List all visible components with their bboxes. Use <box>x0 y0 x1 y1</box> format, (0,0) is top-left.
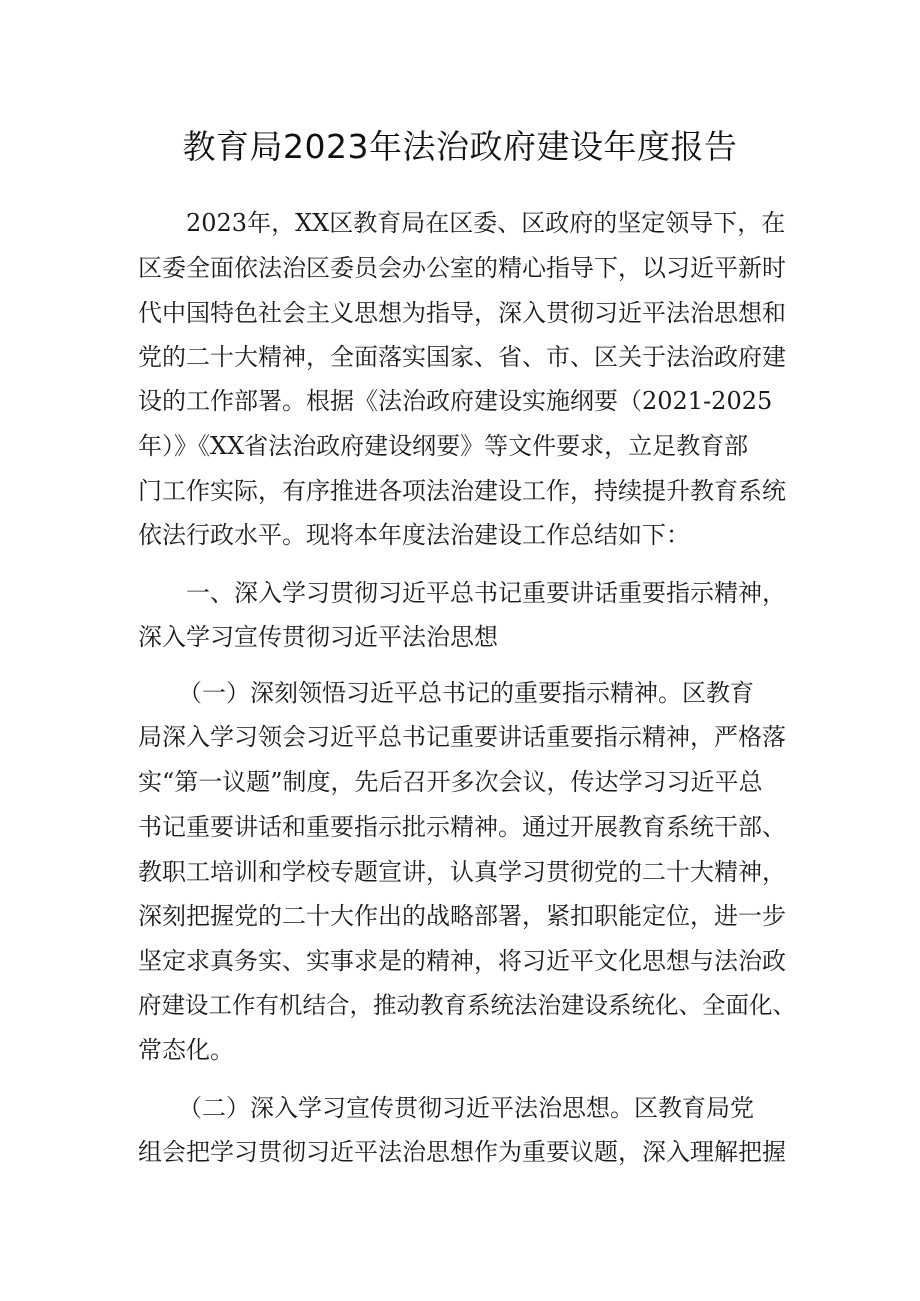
paragraph-2-line-6: 深刻把握党的二十大作出的战略部署，紧扣职能定位，进一步 <box>138 902 786 930</box>
paragraph-3-line-2: 组会把学习贯彻习近平法治思想作为重要议题，深入理解把握 <box>138 1138 786 1166</box>
paragraph-1-line-6: 年）》《XX省法治政府建设纲要》等文件要求，立足教育部 <box>138 432 749 460</box>
paragraph-2-line-9: 常态化。 <box>138 1036 234 1064</box>
section-heading-1-line-2: 深入学习宣传贯彻习近平法治思想 <box>138 623 498 651</box>
paragraph-3-line-1: （二）深入学习宣传贯彻习近平法治思想。区教育局党 <box>178 1094 754 1122</box>
paragraph-1-line-2: 区委全面依法治区委员会办公室的精心指导下，以习近平新时 <box>138 254 786 282</box>
paragraph-1-line-1: 2023年，XX区教育局在区委、区政府的坚定领导下，在 <box>186 209 786 237</box>
paragraph-2-line-7: 坚定求真务实、实事求是的精神，将习近平文化思想与法治政 <box>138 947 786 975</box>
paragraph-1-line-5: 设的工作部署。根据《法治政府建设实施纲要（2021-2025 <box>138 387 773 415</box>
paragraph-2-line-1: （一）深刻领悟习近平总书记的重要指示精神。区教育 <box>178 679 754 707</box>
paragraph-2-line-2: 局深入学习领会习近平总书记重要讲话重要指示精神，严格落 <box>138 723 786 751</box>
document-title: 教育局2023年法治政府建设年度报告 <box>182 127 738 166</box>
paragraph-2-line-8: 府建设工作有机结合，推动教育系统法治建设系统化、全面化、 <box>138 991 796 1019</box>
paragraph-1-line-3: 代中国特色社会主义思想为指导，深入贯彻习近平法治思想和 <box>138 299 786 327</box>
paragraph-2-line-4: 书记重要讲话和重要指示批示精神。通过开展教育系统干部、 <box>138 813 786 841</box>
paragraph-2-line-5: 教职工培训和学校专题宣讲，认真学习贯彻党的二十大精神， <box>138 858 786 886</box>
section-heading-1-line-1: 一、深入学习贯彻习近平总书记重要讲话重要指示精神， <box>186 579 786 607</box>
paragraph-2-line-3: 实“第一议题”制度，先后召开多次会议，传达学习习近平总 <box>138 768 763 796</box>
paragraph-1-line-4: 党的二十大精神，全面落实国家、省、市、区关于法治政府建 <box>138 343 786 371</box>
paragraph-1-line-7: 门工作实际，有序推进各项法治建设工作，持续提升教育系统 <box>138 477 786 505</box>
paragraph-1-line-8: 依法行政水平。现将本年度法治建设工作总结如下： <box>138 521 690 549</box>
